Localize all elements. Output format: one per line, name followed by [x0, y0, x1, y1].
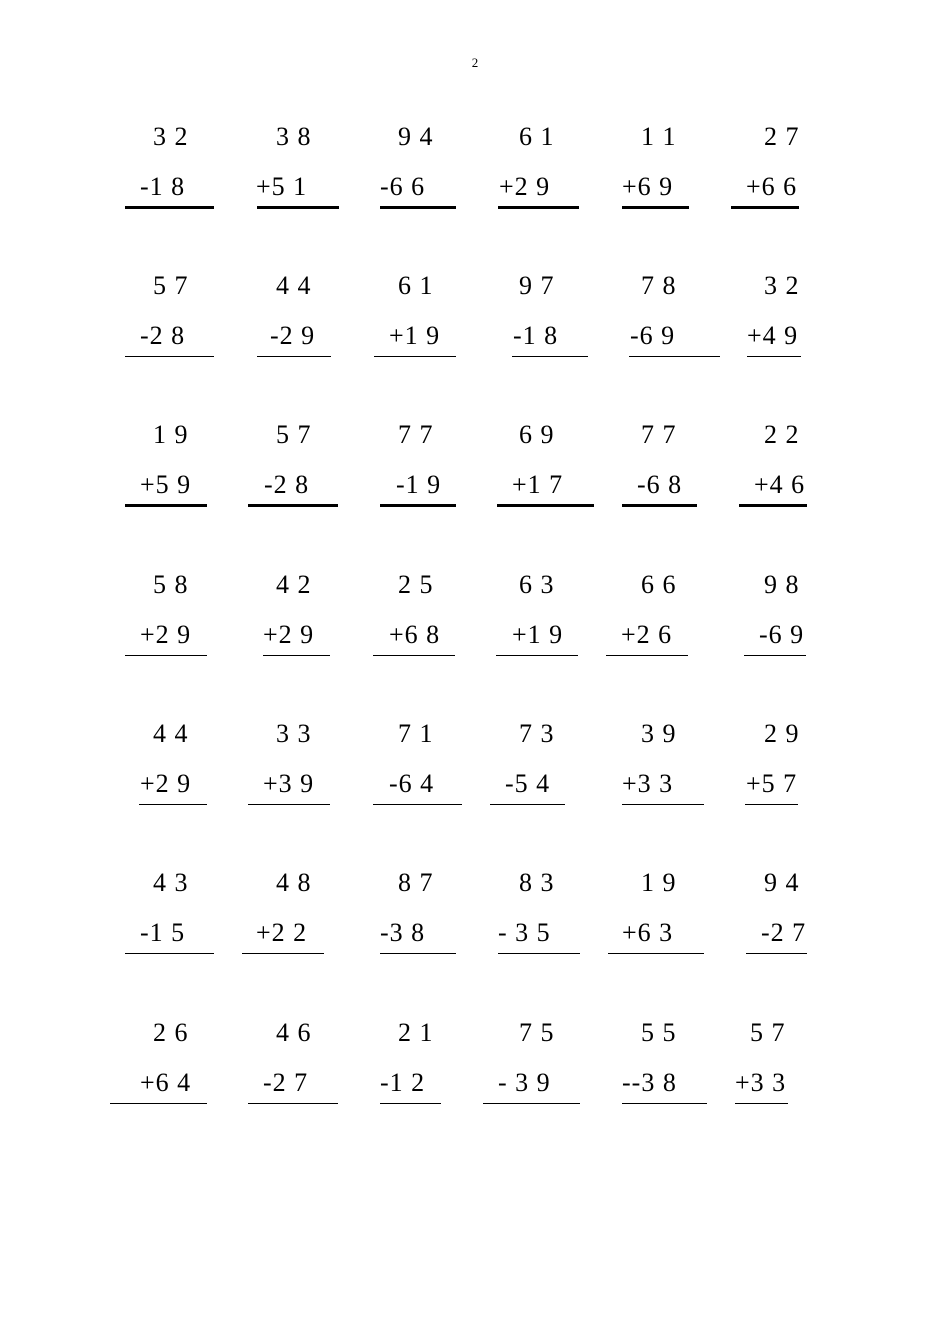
top-operand: 6 3	[519, 570, 555, 599]
top-operand: 4 4	[153, 719, 189, 748]
bottom-operand: -1 2	[380, 1068, 426, 1097]
bottom-operand: +4 9	[747, 321, 799, 350]
answer-line	[257, 206, 339, 209]
bottom-operand: +3 3	[735, 1068, 787, 1097]
bottom-operand: -2 8	[140, 321, 186, 350]
answer-line	[608, 953, 704, 954]
top-operand: 4 2	[276, 570, 312, 599]
answer-line	[242, 953, 324, 954]
answer-line	[125, 655, 207, 656]
answer-line	[380, 1103, 441, 1104]
top-operand: 4 6	[276, 1018, 312, 1047]
top-operand: 4 8	[276, 868, 312, 897]
answer-line	[380, 953, 456, 954]
answer-line	[735, 1103, 788, 1104]
answer-line	[263, 655, 330, 656]
bottom-operand: -6 6	[380, 172, 426, 201]
bottom-operand: -6 4	[389, 769, 435, 798]
answer-line	[731, 206, 799, 209]
answer-line	[746, 953, 807, 954]
top-operand: 3 3	[276, 719, 312, 748]
page-number: 2	[471, 55, 479, 70]
top-operand: 9 4	[398, 122, 434, 151]
answer-line	[139, 804, 207, 805]
answer-line	[622, 206, 689, 209]
answer-line	[745, 804, 798, 805]
bottom-operand: --3 8	[622, 1068, 677, 1097]
answer-line	[110, 1103, 207, 1104]
answer-line	[257, 356, 331, 357]
top-operand: 3 9	[641, 719, 677, 748]
answer-line	[483, 1103, 580, 1104]
answer-line	[125, 356, 214, 357]
answer-line	[622, 804, 704, 805]
top-operand: 5 7	[153, 271, 189, 300]
top-operand: 2 2	[764, 420, 800, 449]
top-operand: 5 8	[153, 570, 189, 599]
top-operand: 3 2	[764, 271, 800, 300]
top-operand: 2 7	[764, 122, 800, 151]
bottom-operand: +2 9	[140, 620, 192, 649]
bottom-operand: +5 1	[256, 172, 308, 201]
bottom-operand: +1 9	[512, 620, 564, 649]
top-operand: 7 3	[519, 719, 555, 748]
bottom-operand: -1 5	[140, 918, 186, 947]
bottom-operand: +2 9	[499, 172, 551, 201]
answer-line	[497, 504, 594, 507]
top-operand: 6 6	[641, 570, 677, 599]
bottom-operand: +1 7	[512, 470, 564, 499]
top-operand: 7 7	[641, 420, 677, 449]
bottom-operand: - 3 5	[498, 918, 551, 947]
top-operand: 1 1	[641, 122, 677, 151]
bottom-operand: +6 3	[622, 918, 674, 947]
answer-line	[125, 953, 214, 954]
top-operand: 7 1	[398, 719, 434, 748]
bottom-operand: -1 8	[513, 321, 559, 350]
bottom-operand: - 3 9	[498, 1068, 551, 1097]
bottom-operand: -1 8	[140, 172, 186, 201]
answer-line	[744, 655, 806, 656]
top-operand: 7 8	[641, 271, 677, 300]
top-operand: 9 7	[519, 271, 555, 300]
answer-line	[606, 655, 688, 656]
answer-line	[622, 504, 697, 507]
bottom-operand: +3 3	[622, 769, 674, 798]
top-operand: 1 9	[641, 868, 677, 897]
bottom-operand: -2 8	[264, 470, 310, 499]
bottom-operand: -2 7	[263, 1068, 309, 1097]
top-operand: 8 3	[519, 868, 555, 897]
top-operand: 5 5	[641, 1018, 677, 1047]
answer-line	[248, 804, 330, 805]
top-operand: 2 6	[153, 1018, 189, 1047]
bottom-operand: +2 9	[140, 769, 192, 798]
answer-line	[629, 356, 720, 357]
bottom-operand: +6 6	[746, 172, 798, 201]
bottom-operand: +6 9	[622, 172, 674, 201]
answer-line	[373, 804, 462, 805]
bottom-operand: +6 4	[140, 1068, 192, 1097]
answer-line	[125, 206, 214, 209]
answer-line	[380, 206, 456, 209]
answer-line	[374, 356, 456, 357]
top-operand: 2 9	[764, 719, 800, 748]
answer-line	[512, 356, 588, 357]
answer-line	[248, 504, 338, 507]
top-operand: 6 9	[519, 420, 555, 449]
answer-line	[498, 953, 580, 954]
top-operand: 2 5	[398, 570, 434, 599]
top-operand: 8 7	[398, 868, 434, 897]
bottom-operand: +5 7	[746, 769, 798, 798]
top-operand: 1 9	[153, 420, 189, 449]
top-operand: 2 1	[398, 1018, 434, 1047]
top-operand: 6 1	[398, 271, 434, 300]
answer-line	[490, 804, 565, 805]
top-operand: 3 2	[153, 122, 189, 151]
bottom-operand: -3 8	[380, 918, 426, 947]
bottom-operand: -6 9	[759, 620, 805, 649]
bottom-operand: -2 7	[761, 918, 807, 947]
bottom-operand: -6 8	[637, 470, 683, 499]
answer-line	[248, 1103, 338, 1104]
top-operand: 3 8	[276, 122, 312, 151]
bottom-operand: -1 9	[396, 470, 442, 499]
top-operand: 5 7	[276, 420, 312, 449]
answer-line	[498, 206, 579, 209]
top-operand: 4 4	[276, 271, 312, 300]
bottom-operand: -6 9	[630, 321, 676, 350]
top-operand: 4 3	[153, 868, 189, 897]
top-operand: 6 1	[519, 122, 555, 151]
answer-line	[125, 504, 207, 507]
bottom-operand: -5 4	[505, 769, 551, 798]
bottom-operand: +1 9	[389, 321, 441, 350]
top-operand: 9 8	[764, 570, 800, 599]
top-operand: 5 7	[750, 1018, 786, 1047]
bottom-operand: +2 9	[263, 620, 315, 649]
bottom-operand: +6 8	[389, 620, 441, 649]
answer-line	[739, 504, 807, 507]
bottom-operand: -2 9	[270, 321, 316, 350]
bottom-operand: +4 6	[754, 470, 806, 499]
top-operand: 9 4	[764, 868, 800, 897]
answer-line	[747, 356, 801, 357]
answer-line	[373, 655, 455, 656]
top-operand: 7 7	[398, 420, 434, 449]
answer-line	[496, 655, 578, 656]
answer-line	[380, 504, 456, 507]
answer-line	[622, 1103, 707, 1104]
top-operand: 7 5	[519, 1018, 555, 1047]
bottom-operand: +3 9	[263, 769, 315, 798]
bottom-operand: +5 9	[140, 470, 192, 499]
bottom-operand: +2 2	[256, 918, 308, 947]
bottom-operand: +2 6	[621, 620, 673, 649]
